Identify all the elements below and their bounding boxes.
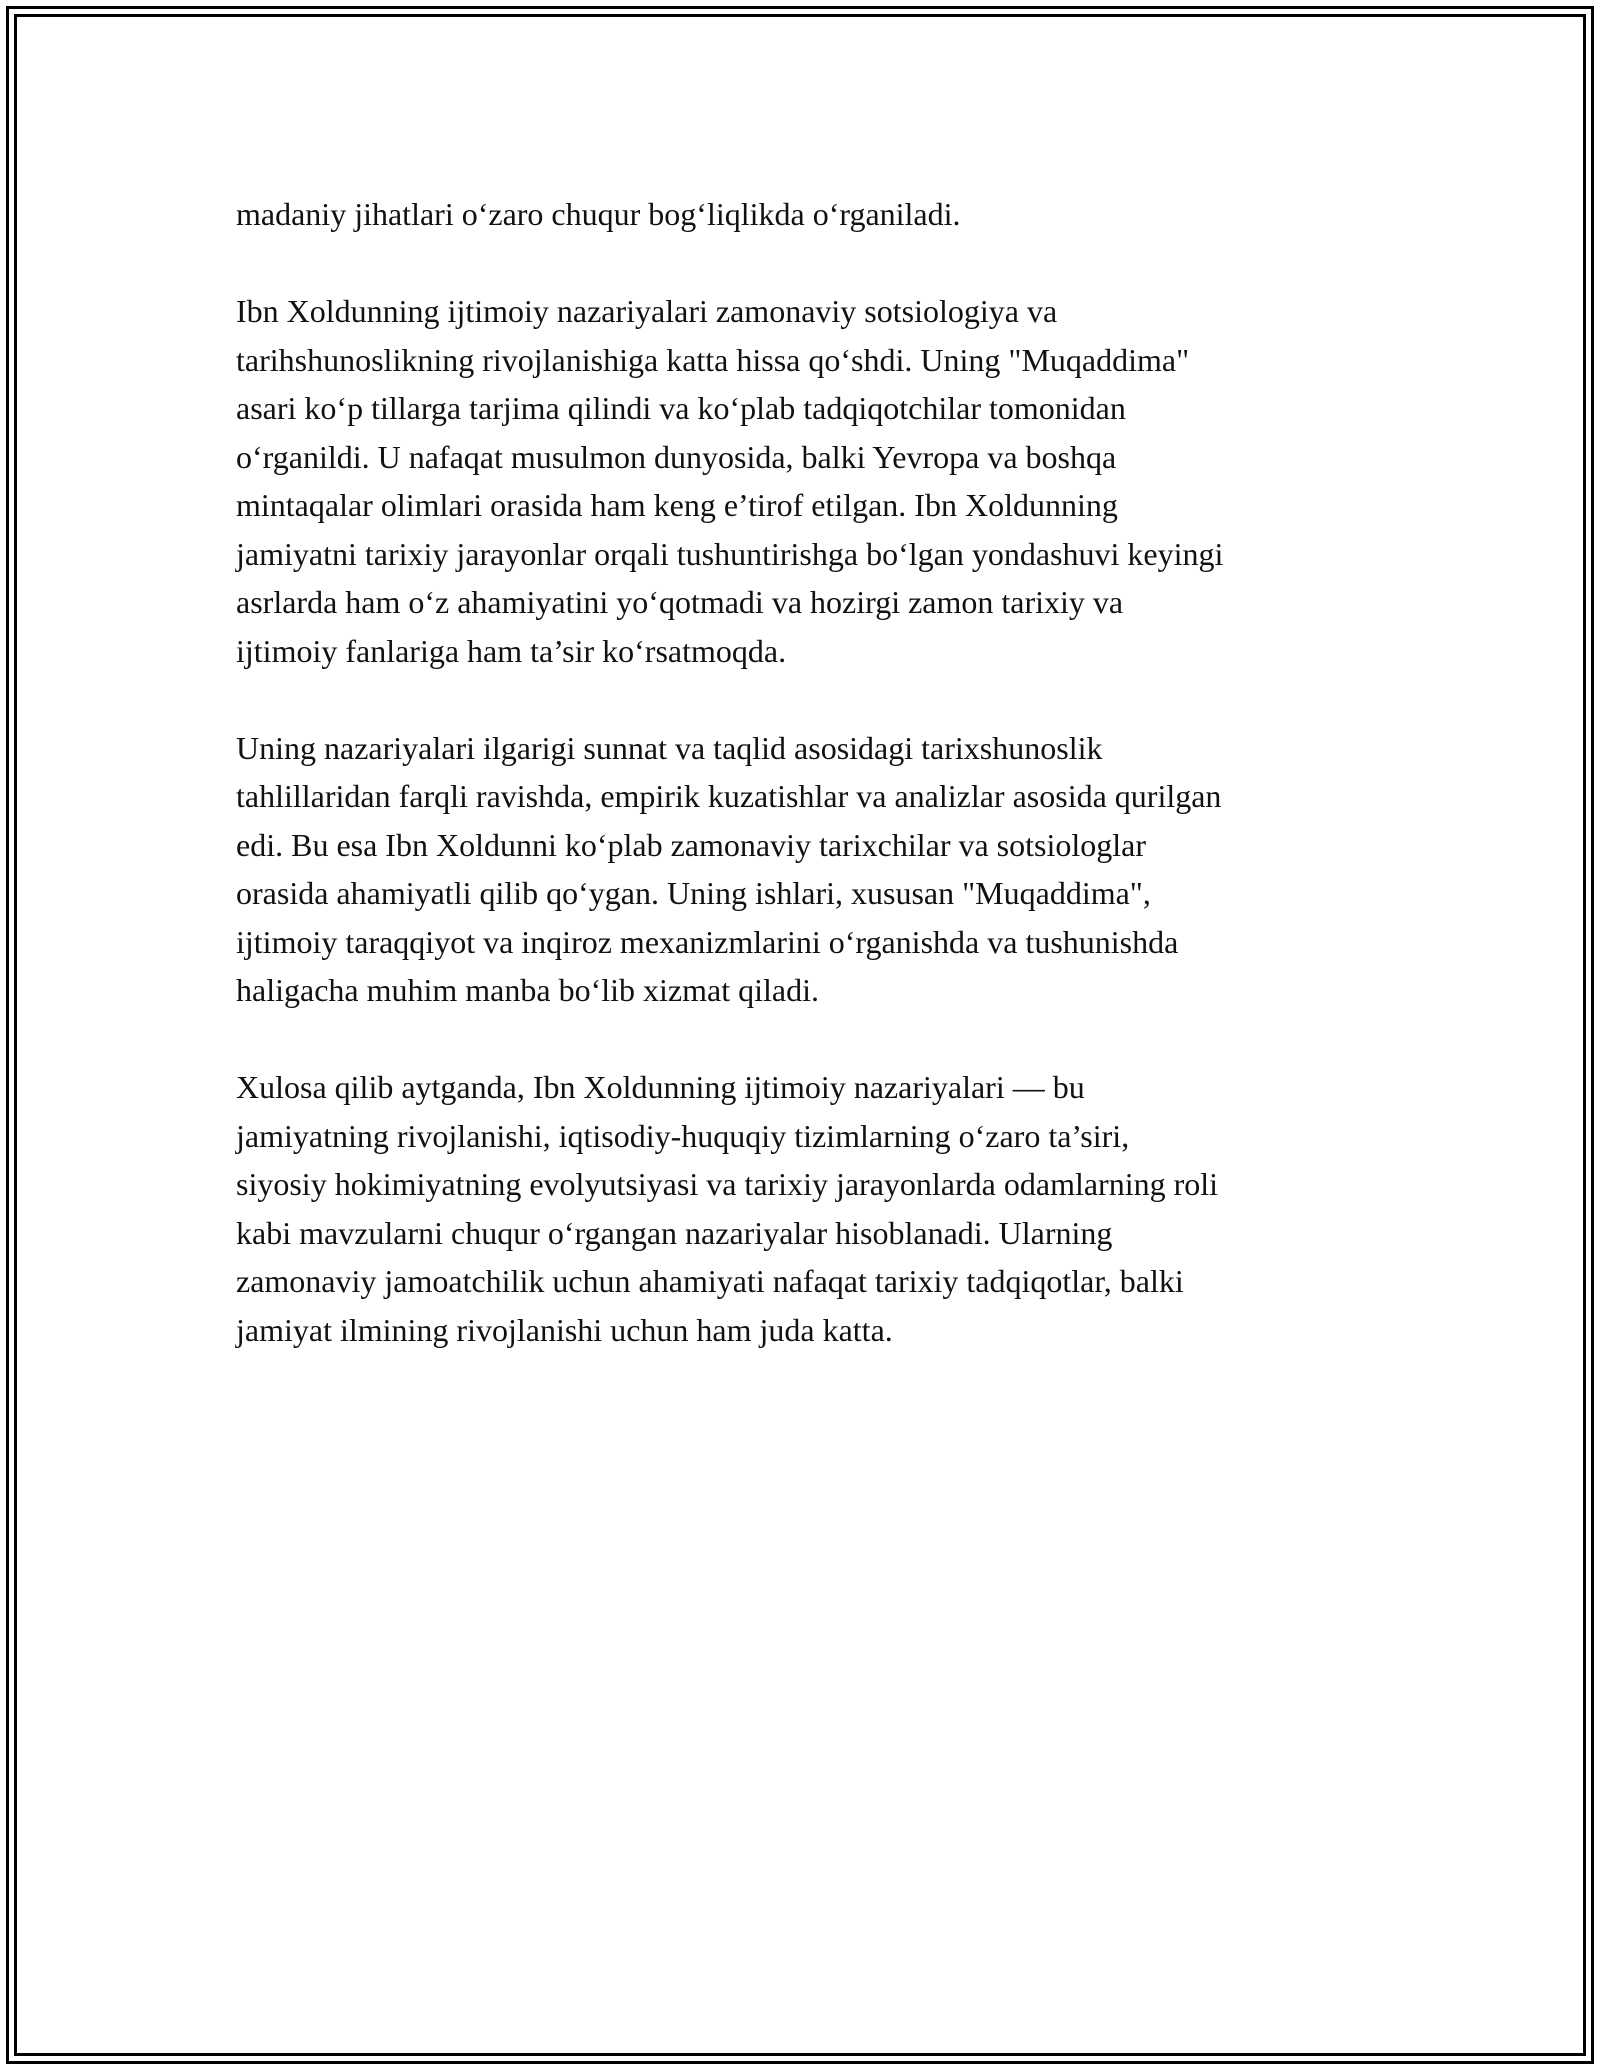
text-line: jamiyat ilmining rivojlanishi uchun ham juda katta. — [236, 1311, 893, 1348]
text-line: jamiyatni tarixiy jarayonlar orqali tushuntirishga bo‘lgan yondashuvi keyingi — [236, 535, 1224, 572]
text-line: jamiyatning rivojlanishi, iqtisodiy-huquqiy tizimlarning o‘zaro ta’siri, — [236, 1117, 1130, 1154]
text-line: ijtimoiy fanlariga ham ta’sir ko‘rsatmoqda. — [236, 632, 787, 669]
text-line: kabi mavzularni chuqur o‘rgangan nazariyalar hisoblanadi. Ularning — [236, 1214, 1113, 1251]
text-line: mintaqalar olimlari orasida ham keng e’tirof etilgan. Ibn Xoldunning — [236, 487, 1118, 523]
text-line: edi. Bu esa Ibn Xoldunni ko‘plab zamonaviy tarixchilar va sotsiologlar — [236, 826, 1146, 863]
text-line: orasida ahamiyatli qilib qo‘ygan. Uning ishlari, xususan "Muqaddima", — [236, 875, 1151, 911]
text-line: madaniy jihatlari o‘zaro chuqur bog‘liqlikda o‘rganiladi. — [236, 196, 961, 232]
text-line: tarihshunoslikning rivojlanishiga katta hissa qo‘shdi. Uning "Muqaddima" — [236, 341, 1190, 378]
text-line: haligacha muhim manba bo‘lib xizmat qiladi. — [236, 972, 819, 1008]
paragraph-4 — [236, 1063, 1376, 1354]
paragraph-3 — [236, 724, 1376, 1015]
text-line: zamonaviy jamoatchilik uchun ahamiyati nafaqat tarixiy tadqiqotlar, balki — [236, 1263, 1184, 1299]
text-line: Uning nazariyalari ilgarigi sunnat va taqlid asosidagi tarixshunoslik — [236, 729, 1103, 766]
text-line: asari ko‘p tillarga tarjima qilindi va ko‘plab tadqiqotchilar tomonidan — [236, 390, 1126, 426]
text-line: Xulosa qilib aytganda, Ibn Xoldunning ijtimoiy nazariyalari — bu — [236, 1069, 1085, 1105]
text-line: siyosiy hokimiyatning evolyutsiyasi va tarixiy jarayonlarda odamlarning roli — [236, 1166, 1219, 1202]
text-line: asrlarda ham o‘z ahamiyatini yo‘qotmadi va hozirgi zamon tarixiy va — [236, 584, 1124, 620]
text-line: o‘rganildi. U nafaqat musulmon dunyosida, balki Yevropa va boshqa — [236, 438, 1117, 475]
text-line: tahlillaridan farqli ravishda, empirik kuzatishlar va analizlar asosida qurilgan — [236, 778, 1222, 814]
text-line: ijtimoiy taraqqiyot va inqiroz mexanizmlarini o‘rganishda va tushunishda — [236, 923, 1179, 960]
paragraph-2 — [236, 287, 1376, 675]
paragraph-1 — [236, 190, 1376, 239]
text-line: Ibn Xoldunning ijtimoiy nazariyalari zamonaviy sotsiologiya va — [236, 293, 1058, 329]
document-body — [236, 190, 1376, 1403]
